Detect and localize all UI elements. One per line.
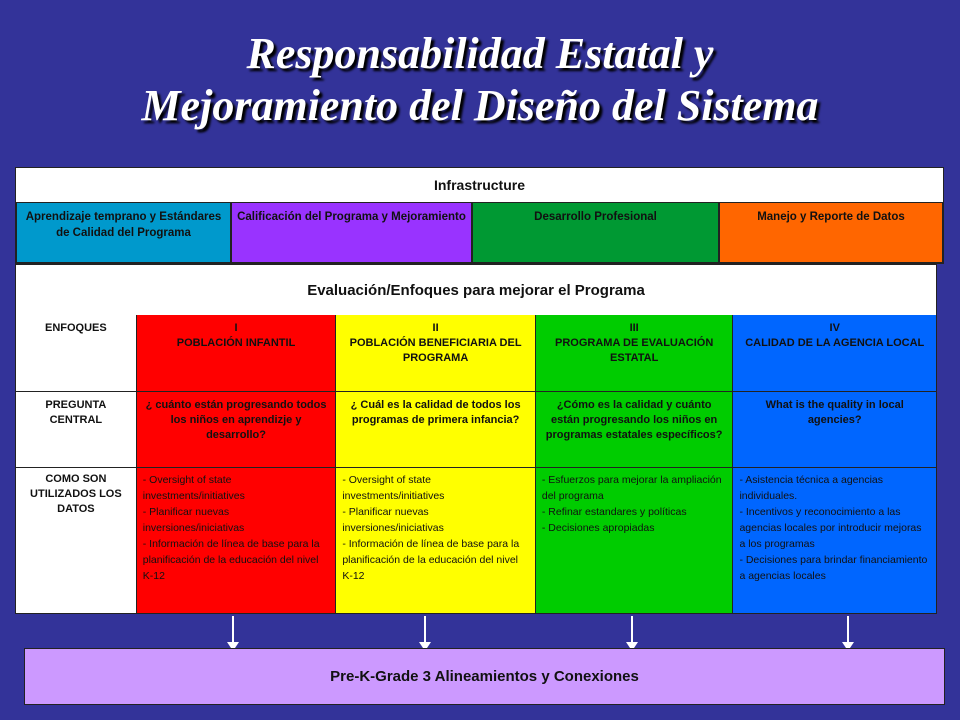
approach-title: PROGRAMA DE EVALUACIÓN ESTATAL <box>555 337 714 364</box>
evaluation-panel <box>15 264 937 614</box>
approach-header-3 <box>536 315 734 392</box>
slide-title-line-1: Responsabilidad Estatal y <box>246 29 714 78</box>
data-uses-1 <box>137 468 337 613</box>
approach-header-1 <box>137 315 337 392</box>
approach-title: POBLACIÓN BENEFICIARIA DEL PROGRAMA <box>349 337 522 364</box>
data-use-item: - Decisiones para brindar financiamiento a agencias locales <box>739 554 928 582</box>
data-use-item: - Planificar nuevas inversiones/iniciativas <box>342 506 444 534</box>
approach-title: CALIDAD DE LA AGENCIA LOCAL <box>745 337 925 349</box>
data-use-item: - Refinar estandares y políticas <box>541 506 687 518</box>
approach-numeral: IV <box>829 322 840 334</box>
data-use-item: - Decisiones apropiadas <box>541 522 655 534</box>
evaluation-header: Evaluación/Enfoques para mejorar el Programa <box>16 265 936 316</box>
central-question-2: ¿ Cuál es la calidad de todos los programas de primera infancia? <box>336 392 536 468</box>
row-pregunta <box>16 392 936 468</box>
infrastructure-panel <box>15 167 944 264</box>
data-use-item: - Planificar nuevas inversiones/iniciativas <box>142 506 245 534</box>
approach-numeral: III <box>629 322 639 334</box>
data-uses-4 <box>733 468 936 613</box>
arrow-down-icon <box>847 616 849 643</box>
central-question-1: ¿ cuánto están progresando todos los niños en aprendizje y desarrollo? <box>137 392 337 468</box>
infra-cell-professional-development: Desarrollo Profesional <box>472 202 719 263</box>
arrow-down-icon <box>424 616 426 643</box>
row-datos <box>16 468 936 613</box>
approach-header-2 <box>336 315 536 392</box>
row-enfoques <box>16 315 936 392</box>
data-use-item: - Incentivos y reconocimiento a las agencias locales por introducir mejoras a los programas <box>739 506 922 550</box>
arrow-down-icon <box>631 616 633 643</box>
approach-numeral: I <box>234 322 238 334</box>
data-use-item: - Información de línea de base para la planificación de la educación del nivel K-12 <box>142 538 320 582</box>
data-use-item: - Asistencia técnica a agencias individuales. <box>739 474 884 502</box>
central-question-3: ¿Cómo es la calidad y cuánto están progresando los niños en programas estatales específicos? <box>536 392 734 468</box>
approach-numeral: II <box>432 322 439 334</box>
data-uses-3 <box>536 468 734 613</box>
infra-cell-program-rating: Calificación del Programa y Mejoramiento <box>231 202 472 263</box>
data-use-item: - Oversight of state investments/initiatives <box>342 474 445 502</box>
data-use-item: - Información de línea de base para la planificación de la educación del nivel K-12 <box>342 538 520 582</box>
infra-cell-data-management: Manejo y Reporte de Datos <box>719 202 943 263</box>
row-label-pregunta: PREGUNTA CENTRAL <box>16 392 137 468</box>
slide-title-line-2: Mejoramiento del Diseño del Sistema <box>141 81 819 130</box>
infra-cell-early-learning: Aprendizaje temprano y Estándares de Calidad del Programa <box>16 202 231 263</box>
data-use-item: - Oversight of state investments/initiatives <box>142 474 245 502</box>
alignment-bar: Pre-K-Grade 3 Alineamientos y Conexiones <box>24 648 945 705</box>
arrow-down-icon <box>232 616 234 643</box>
approach-header-4 <box>733 315 936 392</box>
approach-title: POBLACIÓN INFANTIL <box>176 337 296 349</box>
row-label-datos: COMO SON UTILIZADOS LOS DATOS <box>16 468 137 613</box>
central-question-4: What is the quality in local agencies? <box>733 392 936 468</box>
row-label-enfoques: ENFOQUES <box>16 315 137 392</box>
slide-title <box>0 28 960 132</box>
data-use-item: - Esfuerzos para mejorar la ampliación del programa <box>541 474 722 502</box>
data-uses-2 <box>336 468 536 613</box>
evaluation-grid <box>16 315 936 613</box>
infrastructure-row <box>16 202 943 263</box>
infrastructure-header: Infrastructure <box>433 177 526 193</box>
